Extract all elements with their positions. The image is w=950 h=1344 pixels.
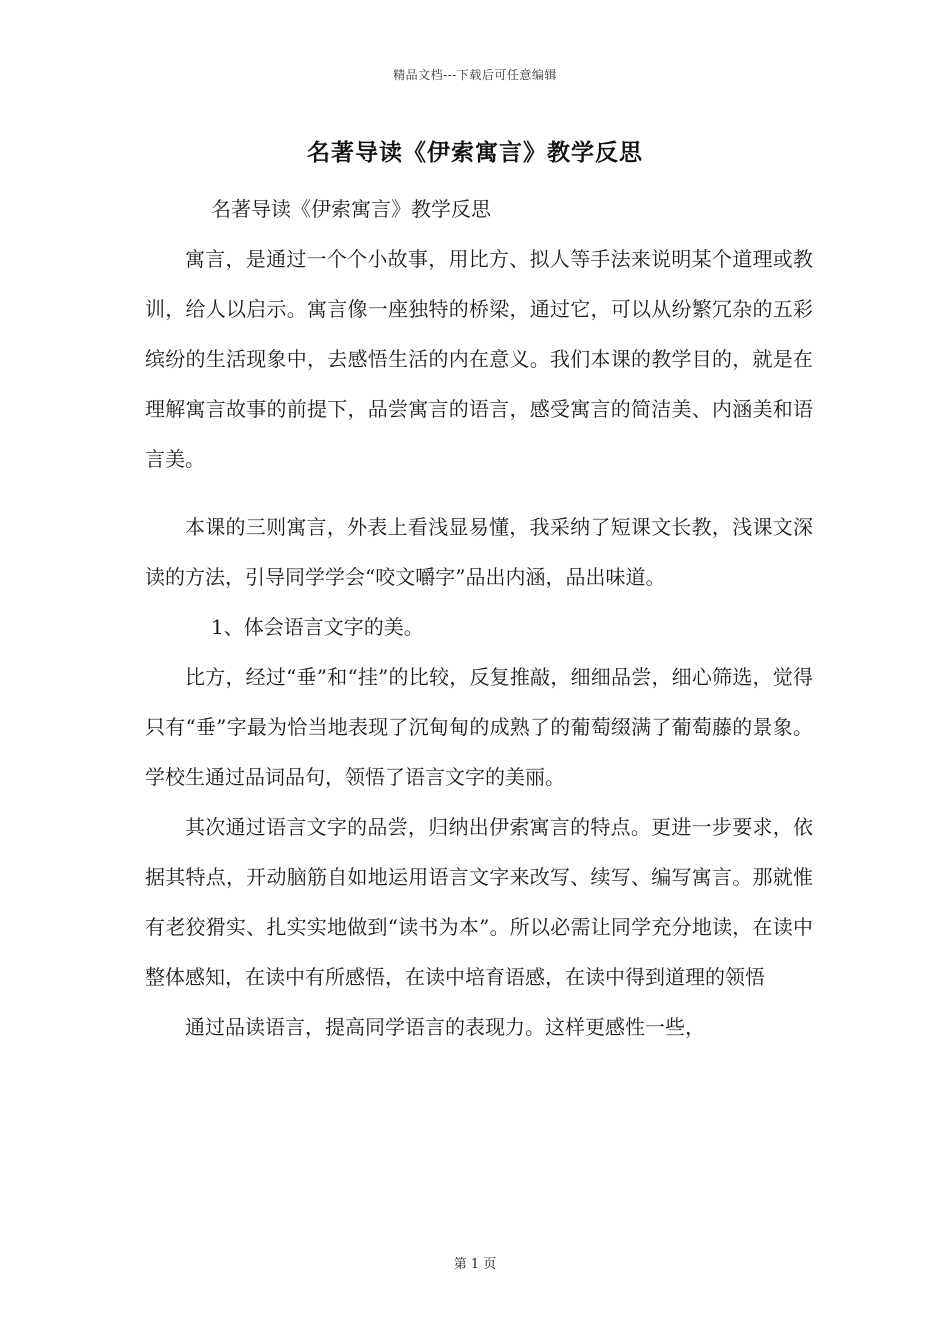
paragraph-reading: 其次通过语言文字的品尝，归纳出伊索寓言的特点。更进一步要求，依据其特点，开动脑筋自如地运用语言文字来改写、续写、编写寓言。那就惟有老狡猾实、扎实实地做到“读书为本”。所以必需让同学充分地读，在读中整体感知，在读中有所感悟，在读中培育语感，在读中得到道理的领悟 xyxy=(145,815,813,989)
document-body xyxy=(145,184,813,1052)
page-header-note: 精品文档---下载后可任意编辑 xyxy=(393,68,557,82)
page-number: 第 1 页 xyxy=(453,1257,497,1272)
list-item-heading: 1、体会语言文字的美。 xyxy=(211,615,424,639)
paragraph-expression: 通过品读语言，提高同学语言的表现力。这样更感性一些， xyxy=(185,1015,705,1039)
paragraph-intro: 寓言，是通过一个个小故事，用比方、拟人等手法来说明某个道理或教训，给人以启示。寓言像一座独特的桥梁，通过它，可以从纷繁冗杂的五彩缤纷的生活现象中，去感悟生活的内在意义。我们本课的教学目的，就是在理解寓言故事的前提下，品尝寓言的语言，感受寓言的简洁美、内涵美和语言美。 xyxy=(145,247,813,471)
document-subtitle: 名著导读《伊索寓言》教学反思 xyxy=(211,197,491,221)
document-title: 名著导读《伊索寓言》教学反思 xyxy=(307,139,643,166)
paragraph-method: 本课的三则寓言，外表上看浅显易懂，我采纳了短课文长教，浅课文深读的方法，引导同学学会“咬文嚼字”品出内涵，品出味道。 xyxy=(145,515,813,589)
paragraph-example: 比方，经过“垂”和“挂”的比较，反复推敲，细细品尝，细心筛选，觉得只有“垂”字最为恰当地表现了沉甸甸的成熟了的葡萄缀满了葡萄藤的景象。学校生通过品词品句，领悟了语言文字的美丽。 xyxy=(145,665,813,789)
